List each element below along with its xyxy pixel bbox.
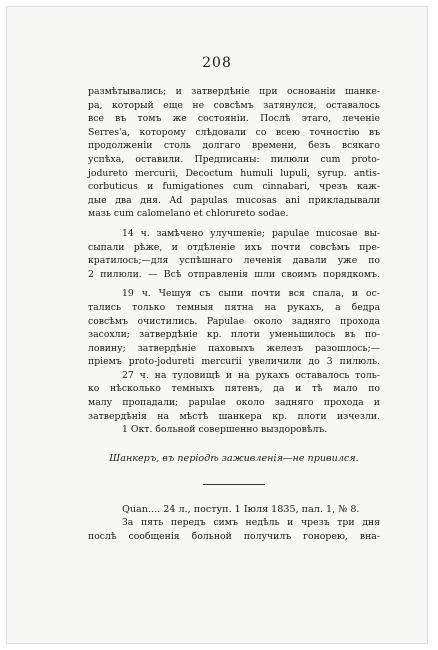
page-number: 208 [202, 55, 232, 71]
text-line: ра, который еще не совсѣмъ затянулся, оставалось [88, 99, 380, 111]
text-line: успѣха, оставили. Предписаны: пилюли cum proto- [88, 153, 380, 165]
text-line: кратилось;—для успѣшнаго леченія давали уже по [88, 255, 380, 267]
text-line: 14 ч. замѣчено улучшеніе; papulae mucosae вы- [122, 227, 380, 239]
text-line: Serres'a, которому слѣдовали со всею точностію въ [88, 126, 380, 138]
text-line: jodureto mercurii, Decoctum humuli lupuli, syrup. antis- [88, 167, 380, 179]
text-line: послѣ сообщенія больной получилъ гонорею, вна- [88, 531, 380, 543]
text-line: ко нѣсколько темныхъ пятенъ, да и тѣ мало по [88, 383, 380, 395]
section-heading: Шанкеръ, въ періодѣ заживленія—не привился. [109, 452, 359, 464]
text-line: За пять передъ симъ недѣль и чрезъ три дня [122, 517, 380, 529]
text-line: ловину; затвердѣніе паховыхъ железъ разошлось;— [88, 342, 380, 354]
book-page [6, 6, 428, 644]
paragraph [88, 287, 380, 369]
paragraph [88, 369, 380, 423]
text-line: 2 пилюли. — Всѣ отправленія шли своимъ порядкомъ. [88, 268, 380, 280]
text-line: corbuticus и fumigationes cum cinnabari, чрезъ каж- [88, 181, 380, 193]
text-line: малу пропадали; papulae около задняго прохода и [88, 397, 380, 409]
text-line: сыпали рѣже, и отдѣленіе ихъ почти совсѣмъ пре- [88, 241, 380, 253]
text-line: затвердѣнія на мѣстѣ шанкера кр. плоти изчезли. [88, 410, 380, 422]
paragraph [88, 423, 380, 437]
text-line: дые два дня. Ad papulas mucosas ani прикладывали [88, 194, 380, 206]
text-line: засохли; затвердѣніе кр. плоти уменьшилось въ по- [88, 329, 380, 341]
text-line: 19 ч. Чешуя съ сыпи почти вся спала, и ос- [122, 288, 380, 300]
text-line: размѣтывались; и затвердѣніе при основаніи шанке- [88, 86, 380, 97]
paragraph [88, 85, 380, 221]
text-line: пріемъ proto-jodureti mercurii увеличили до 3 пилюль. [88, 356, 380, 368]
case-header: Quan.... 24 л., поступ. 1 Іюля 1835, пал. 1, № 8. [122, 503, 360, 515]
text-line: все въ томъ же состояніи. Послѣ этаго, леченіе [88, 113, 380, 125]
text-line: 1 Окт. больной совершенно выздоровѣлъ. [122, 424, 328, 436]
page-body [88, 85, 380, 544]
text-line: тались только темныя пятна на рукахъ, а бедра [88, 301, 380, 313]
text-line: продолженіи столь долгаго времени, безъ всякаго [88, 140, 380, 152]
paragraph [88, 227, 380, 281]
text-line: совсѣмъ очистились. Papulae около задняго прохода [88, 315, 380, 327]
text-line: 27 ч. на туловищѣ и на рукахъ оставалось толь- [122, 369, 380, 381]
divider-rule [203, 484, 265, 485]
text-line: мазь cum calomelano et chlorureto sodae. [88, 208, 289, 220]
